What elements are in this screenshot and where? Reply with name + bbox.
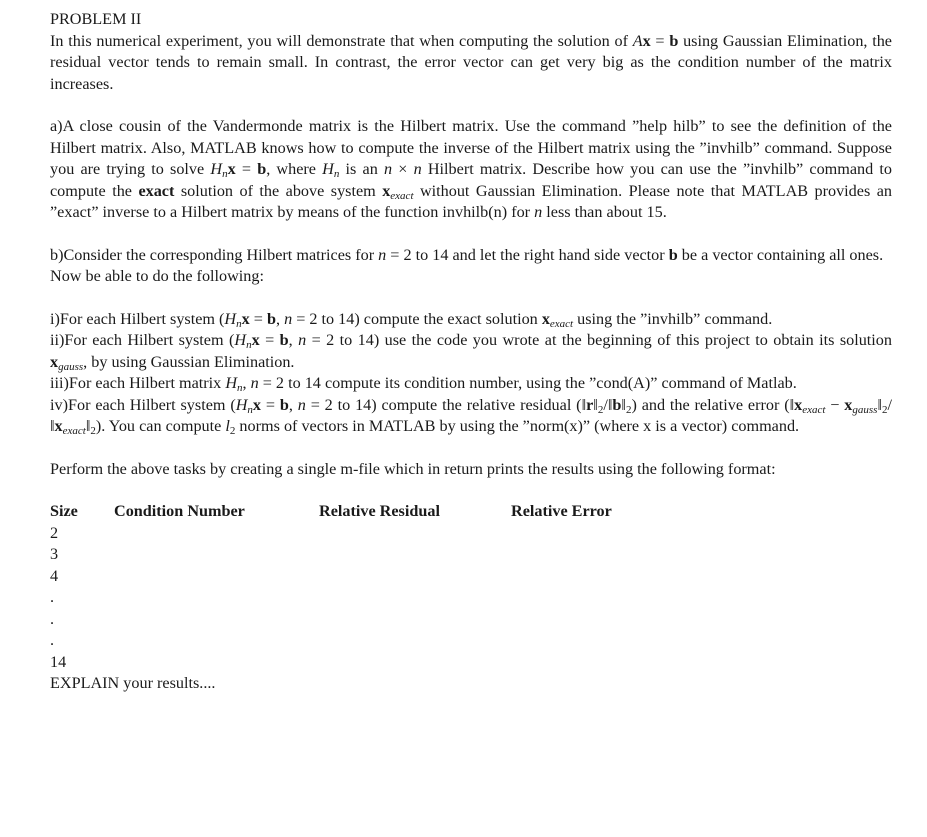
- item-i: i)For each Hilbert system ($H_nx = b$, n = 2 to 14) compute the exact solution $x_{exact}$ using the ”invhilb” command.: [50, 309, 773, 330]
- part-a-text-2: , where: [266, 160, 323, 178]
- item-ii: ii)For each Hilbert system ($H_nx = b$, n = 2 to 14) use the code you wrote at the beginning of this project to obtain its solution $x_{gauss}$, by using Gaussian Elimination.: [50, 331, 892, 373]
- part-a-text-1: a)A close cousin of the Vandermonde matrix is the Hilbert matrix. Use the command ”help hilb” to see the definition of the Hilbert matrix. Also, MATLAB knows how to compute the inverse of the Hilbert matrix using the ”invhilb” command. Suppose you are trying to solve: [50, 117, 892, 178]
- header-condition-number: Condition Number: [114, 502, 245, 520]
- part-a-text-7: less than about 15.: [542, 203, 667, 221]
- exact-emphasis: exact: [138, 181, 175, 200]
- table-row: 3: [50, 545, 59, 563]
- item-iv-text-3: ) and the relative error (: [631, 395, 790, 414]
- item-iv-text-5: norms of vectors in MATLAB by using the ”norm(x)” (where x is a vector) command.: [235, 417, 800, 435]
- table-row: 14: [50, 652, 67, 671]
- item-iv-text-2: to 14) compute the relative residual (: [332, 395, 582, 414]
- item-ii-text-1: ii)For each Hilbert system (: [50, 331, 235, 349]
- header-size: Size: [50, 502, 78, 520]
- part-b-text-1: b)Consider the corresponding Hilbert matrices for: [50, 245, 379, 264]
- header-relative-error: Relative Error: [511, 502, 612, 520]
- explain-results: EXPLAIN your results....: [50, 674, 216, 692]
- intro-paragraph: In this numerical experiment, you will demonstrate that when computing the solution of Ax = b using Gaussian Elimination, the residual vector tends to remain small. In contrast, the error vector can get very big as the condition number of the matrix increases.: [50, 31, 892, 93]
- results-table-header: [50, 501, 892, 523]
- part-a-text-6: without Gaussian Elimination. Please note that MATLAB provides an ”exact” inverse to a Hilbert matrix by means of the function invhilb(n) for: [50, 181, 892, 221]
- part-a-text-5: solution of the above system: [174, 181, 383, 200]
- part-b-line-2: Now be able to do the following:: [50, 267, 264, 285]
- part-b-paragraph: b)Consider the corresponding Hilbert matrices for n = 2 to 14 and let the right hand side vector b be a vector containing all ones.: [50, 245, 884, 264]
- intro-text-1: In this numerical experiment, you will demonstrate that when computing the solution of: [50, 31, 633, 50]
- header-relative-residual: Relative Residual: [319, 502, 440, 520]
- item-i-text-2: to 14) compute the exact solution: [317, 309, 542, 328]
- problem-title: PROBLEM II: [50, 10, 142, 28]
- table-row: .: [50, 588, 55, 606]
- item-ii-text-2: to 14) use the code you wrote at the beginning of this project to obtain its solution: [334, 331, 892, 349]
- part-a-text-3: is an: [339, 160, 384, 178]
- item-i-text-1: i)For each Hilbert system (: [50, 309, 225, 328]
- item-iv: iv)For each Hilbert system ($H_nx = b$, n = 2 to 14) compute the relative residual $(‖r‖_2/‖b‖_2)$ and the relative error ($‖x_{exact}$ − $x_{gauss}‖_2/‖x_{exact}‖_2$). You can compute $l_2$ norms of vectors in MATLAB by using the ”norm(x)” (where x is a vector) command.: [50, 395, 892, 437]
- item-iii-text-1: iii)For each Hilbert matrix: [50, 374, 226, 392]
- item-iii-text-2: to 14 compute its condition number, using the ”cond(A)” command of Matlab.: [284, 374, 797, 392]
- part-b-text-2: to 14 and let the right hand side vector: [411, 245, 669, 264]
- problem-document: [50, 9, 892, 695]
- part-b-text-3: be a vector containing all ones.: [677, 245, 884, 264]
- table-row: 4: [50, 566, 59, 585]
- part-a-text-4: Hilbert matrix. Describe how you can use the ”invhilb” command to compute the: [50, 160, 893, 200]
- perform-paragraph: Perform the above tasks by creating a single m-file which in return prints the results using the following format:: [50, 459, 776, 478]
- intro-text-2: using Gaussian Elimination, the residual vector tends to remain small. In contrast, the error vector can get very big as the condition number of the matrix increases.: [50, 31, 892, 93]
- part-a-paragraph: a)A close cousin of the Vandermonde matrix is the Hilbert matrix. Use the command ”help hilb” to see the definition of the Hilbert matrix. Also, MATLAB knows how to compute the inverse of the Hilbert matrix using the ”invhilb” command. Suppose you are trying to solve $H_nx = b$, where $H_n$ is an n × n Hilbert matrix. Describe how you can use the ”invhilb” command to compute the exact solution of the above system $x_{exact}$ without Gaussian Elimination. Please note that MATLAB provides an ”exact” inverse to a Hilbert matrix by means of the function invhilb(n) for n less than about 15.: [50, 117, 893, 221]
- table-row: .: [50, 631, 55, 649]
- item-iii: iii)For each Hilbert matrix $H_n$, n = 2 to 14 compute its condition number, using the ”cond(A)” command of Matlab.: [50, 374, 797, 394]
- item-iv-text-1: iv)For each Hilbert system (: [50, 395, 236, 414]
- table-row: .: [50, 609, 55, 628]
- item-i-text-3: using the ”invhilb” command.: [573, 309, 773, 328]
- item-ii-text-3: , by using Gaussian Elimination.: [83, 352, 295, 371]
- item-iv-text-4: ). You can compute: [95, 417, 226, 435]
- table-row: 2: [50, 523, 59, 542]
